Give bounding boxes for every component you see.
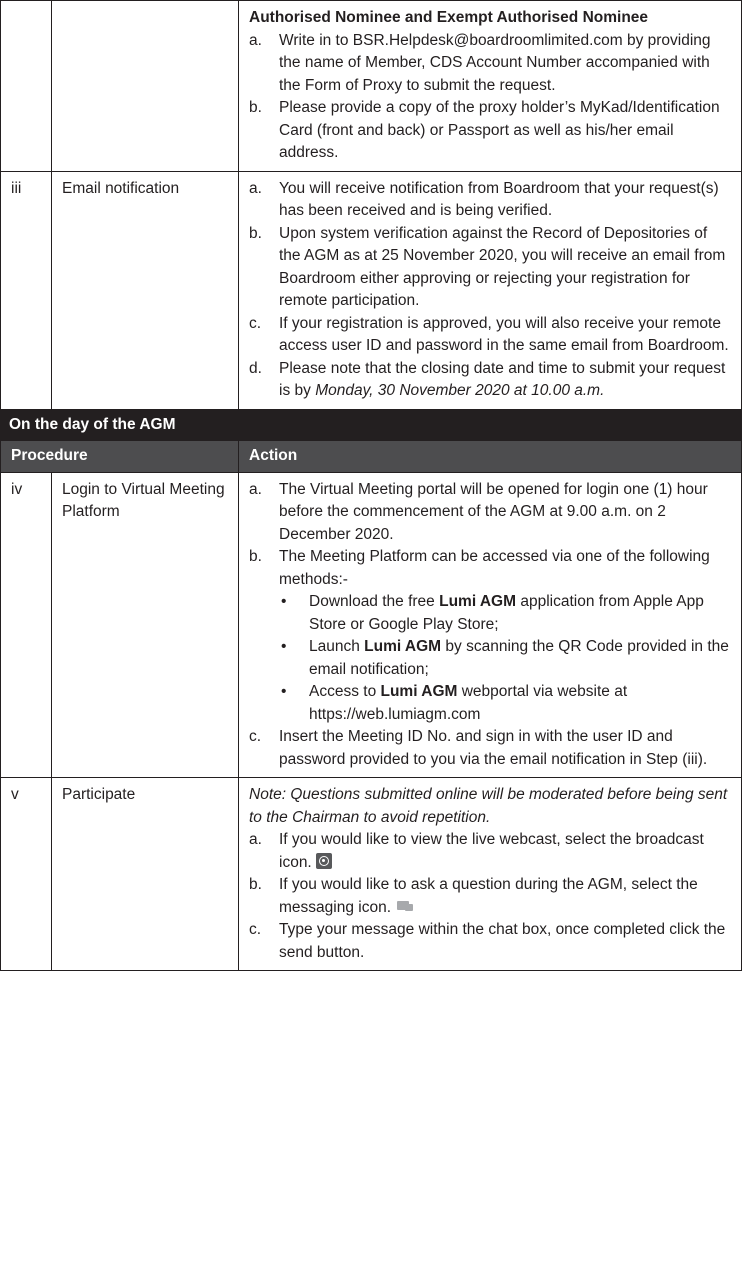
bullet-text	[309, 636, 733, 681]
list-item	[249, 30, 733, 98]
action-cell	[239, 778, 742, 971]
procedure-cell: Email notification	[52, 171, 239, 409]
column-header-procedure: Procedure	[1, 441, 239, 473]
bullet-text	[309, 591, 733, 636]
list-item	[249, 479, 733, 547]
bullet-bold: Lumi AGM	[380, 683, 458, 700]
list-item	[249, 874, 733, 919]
procedure-cell: Login to Virtual Meeting Platform	[52, 472, 239, 778]
bullet-marker: •	[281, 683, 287, 700]
list-item	[249, 313, 733, 358]
section-header-row	[1, 409, 742, 441]
action-cell	[239, 472, 742, 778]
action-cell	[239, 171, 742, 409]
bullet-pre: Launch	[309, 638, 365, 655]
row-number: iv	[1, 472, 52, 778]
bullet-marker: •	[281, 593, 287, 610]
item-text: The Meeting Platform can be accessed via one of the following methods:-	[279, 548, 710, 588]
procedure-cell	[52, 1, 239, 172]
list-item	[249, 829, 733, 874]
item-text	[279, 874, 733, 919]
item-text: Type your message within the chat box, once completed click the send button.	[279, 921, 726, 961]
list-item	[249, 178, 733, 223]
item-text: Insert the Meeting ID No. and sign in with the user ID and password provided to you via the email notification in Step (iii).	[279, 728, 708, 768]
item-marker: c.	[249, 921, 262, 938]
bullet-text	[309, 681, 733, 726]
procedure-cell: Participate	[52, 778, 239, 971]
item-text: If your registration is approved, you will also receive your remote access user ID and password in the same email from Boardroom.	[279, 314, 729, 354]
item-marker: b.	[249, 224, 262, 242]
bullet-post: webportal via website at https://web.lumiagm.com	[309, 683, 628, 723]
question-text: If you would like to ask a question during the AGM, select the messaging icon.	[279, 876, 698, 916]
item-marker: a.	[249, 31, 262, 49]
bullet-marker: •	[281, 638, 287, 655]
messaging-icon	[397, 901, 413, 913]
item-marker: a.	[249, 480, 262, 498]
item-marker: b.	[249, 548, 262, 565]
bullet-post: by scanning the QR Code provided in the email notification;	[309, 638, 729, 678]
list-item	[249, 223, 733, 313]
row-number: iii	[1, 171, 52, 409]
item-text	[279, 829, 733, 874]
list-item	[249, 919, 733, 964]
list-item	[249, 358, 733, 403]
row-number: v	[1, 778, 52, 971]
item-marker: d.	[249, 359, 262, 377]
item-marker: b.	[249, 99, 262, 116]
row-number	[1, 1, 52, 172]
bullet-pre: Access to	[309, 683, 381, 700]
bullet-bold: Lumi AGM	[364, 638, 442, 655]
item-text: The Virtual Meeting portal will be opened for login one (1) hour before the commencement of the AGM at 9.00 a.m. on 2 December 2020.	[279, 480, 708, 543]
bullet-post: application from Apple App Store or Google Play Store;	[309, 593, 704, 633]
table-row-iii	[1, 171, 742, 409]
moderation-note: Note: Questions submitted online will be moderated before being sent to the Chairman to avoid repetition.	[249, 786, 728, 826]
item-marker: c.	[249, 728, 262, 745]
bullet-item	[249, 636, 733, 681]
table-row-nominee	[1, 1, 742, 172]
table-row-v	[1, 778, 742, 971]
item-marker: c.	[249, 314, 262, 332]
list-item	[249, 546, 733, 591]
list-item	[249, 726, 733, 771]
item-text: Please provide a copy of the proxy holder’s MyKad/Identification Card (front and back) or Passport as well as his/her email address.	[279, 99, 720, 161]
item-text	[279, 358, 733, 403]
closing-date-text: Please note that the closing date and time to submit your request is by	[279, 359, 726, 399]
list-item	[249, 97, 733, 165]
item-text: You will receive notification from Boardroom that your request(s) has been received and is being verified.	[279, 179, 719, 219]
column-header-row	[1, 441, 742, 473]
webcast-text: If you would like to view the live webcast, select the broadcast icon.	[279, 831, 704, 871]
item-text: Upon system verification against the Record of Depositories of the AGM as at 25 November 2020, you will receive an email from Boardroom either approving or rejecting your registration for remote participation.	[279, 224, 726, 309]
item-marker: b.	[249, 876, 262, 893]
section-title: On the day of the AGM	[1, 409, 742, 441]
column-header-action: Action	[239, 441, 742, 473]
action-cell	[239, 1, 742, 172]
nominee-heading: Authorised Nominee and Exempt Authorised Nominee	[249, 9, 649, 26]
item-marker: a.	[249, 831, 262, 848]
table-row-iv	[1, 472, 742, 778]
bullet-item	[249, 681, 733, 726]
item-marker: a.	[249, 179, 262, 197]
closing-date-italic: Monday, 30 November 2020 at 10.00 a.m.	[315, 382, 605, 399]
bullet-bold: Lumi AGM	[439, 593, 517, 610]
broadcast-icon	[316, 853, 332, 869]
bullet-pre: Download the free	[309, 593, 440, 610]
bullet-item	[249, 591, 733, 636]
item-text: Write in to BSR.Helpdesk@boardroomlimited.com by providing the name of Member, CDS Account Number accompanied with the Form of Proxy to submit the request.	[279, 31, 711, 94]
